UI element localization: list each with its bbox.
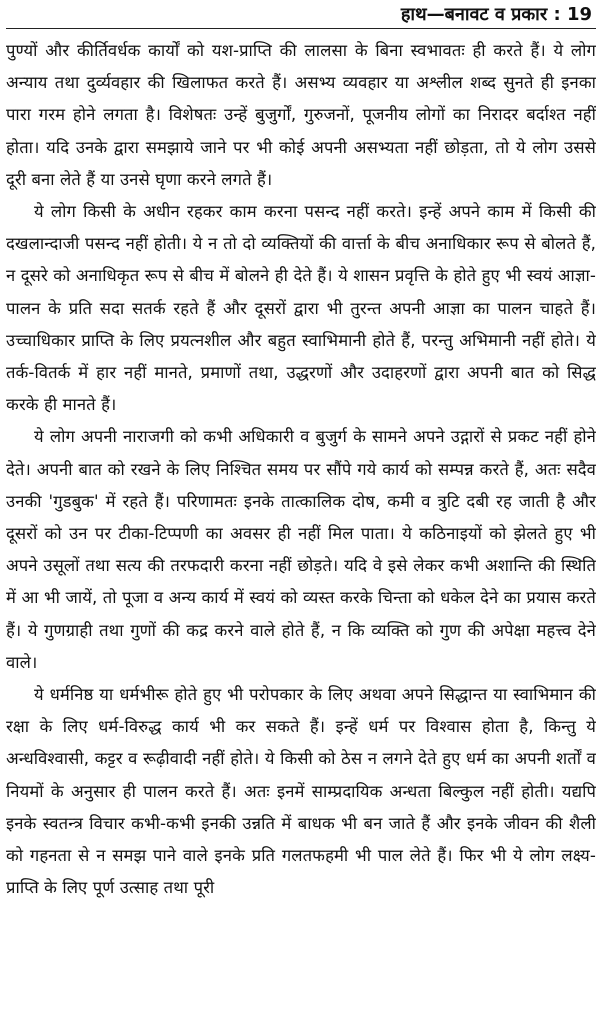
paragraph: पुण्यों और कीर्तिवर्धक कार्यों को यश-प्राप्ति की लालसा के बिना स्वभावतः ही करते हैं। ये लोग अन्याय तथा दुर्व्यवहार की खिलाफत करते हैं। असभ्य व्यवहार या अश्लील शब्द सुनते ही इनका पारा गरम होने लगता है। विशेषतः उन्हें बुजुर्गों, गुरुजनों, पूजनीय लोगों का निरादर बर्दाश्त नहीं होता। यदि उनके द्वारा समझाये जाने पर भी कोई अपनी असभ्यता नहीं छोड़ता, तो ये लोग उससे दूरी बना लेते हैं या उनसे घृणा करने लगते हैं। (6, 41, 596, 189)
running-head: हाथ—बनावट व प्रकार : 19 (6, 4, 596, 29)
paragraph: ये लोग किसी के अधीन रहकर काम करना पसन्द नहीं करते। इन्हें अपने काम में किसी की दखलान्दाजी पसन्द नहीं होती। ये न तो दो व्यक्तियों की वार्त्ता के बीच अनाधिकार रूप से बोलते हैं, न दूसरे को अनाधिकृत रूप से बीच में बोलने ही देते हैं। ये शासन प्रवृत्ति के होते हुए भी स्वयं आज्ञा-पालन के प्रति सदा सतर्क रहते हैं और दूसरों द्वारा भी तुरन्त अपनी आज्ञा का पालन चाहते हैं। उच्चाधिकार प्राप्ति के लिए प्रयत्नशील और बहुत स्वाभिमानी होते हैं, परन्तु अभिमानी नहीं होते। ये तर्क-वितर्क में हार नहीं मानते, प्रमाणों तथा, उद्धरणों और उदाहरणों द्वारा अपनी बात को सिद्ध करके ही मानते हैं। (6, 202, 596, 415)
body-text (6, 35, 596, 904)
paragraph: ये धर्मनिष्ठ या धर्मभीरू होते हुए भी परोपकार के लिए अथवा अपने सिद्धान्त या स्वाभिमान की रक्षा के लिए धर्म-विरुद्ध कार्य भी कर सकते हैं। इन्हें धर्म पर विश्वास होता है, किन्तु ये अन्धविश्वासी, कट्टर व रूढ़ीवादी नहीं होते। ये किसी को ठेस न लगने देते हुए धर्म का अपनी शर्तों व नियमों के अनुसार ही पालन करते हैं। अतः इनमें साम्प्रदायिक अन्धता बिल्कुल नहीं होती। यद्यपि इनके स्वतन्त्र विचार कभी-कभी इनकी उन्नति में बाधक भी बन जाते हैं और इनके जीवन की शैली को गहनता से न समझ पाने वाले इनके प्रति गलतफहमी भी पाल लेते हैं। फिर भी ये लोग लक्ष्य-प्राप्ति के लिए पूर्ण उत्साह तथा पूरी (6, 685, 596, 898)
paragraph: ये लोग अपनी नाराजगी को कभी अधिकारी व बुजुर्ग के सामने अपने उद्गारों से प्रकट नहीं होने देते। अपनी बात को रखने के लिए निश्चित समय पर सौंपे गये कार्य को सम्पन्न करते हैं, अतः सदैव उनकी 'गुडबुक' में रहते हैं। परिणामतः इनके तात्कालिक दोष, कमी व त्रुटि दबी रह जाती है और दूसरों को उन पर टीका-टिप्पणी का अवसर ही नहीं मिल पाता। ये कठिनाइयों को झेलते हुए भी अपने उसूलों तथा सत्य की तरफदारी करना नहीं छोड़ते। यदि वे इसे लेकर कभी अशान्ति की स्थिति में आ भी जायें, तो पूजा व अन्य कार्य में स्वयं को व्यस्त करके चिन्ता को धकेल देने का प्रयास करते हैं। ये गुणग्राही तथा गुणों की कद्र करने वाले होते हैं, न कि व्यक्ति को गुण की अपेक्षा महत्त्व देने वाले। (6, 427, 596, 672)
book-page (6, 4, 596, 1032)
